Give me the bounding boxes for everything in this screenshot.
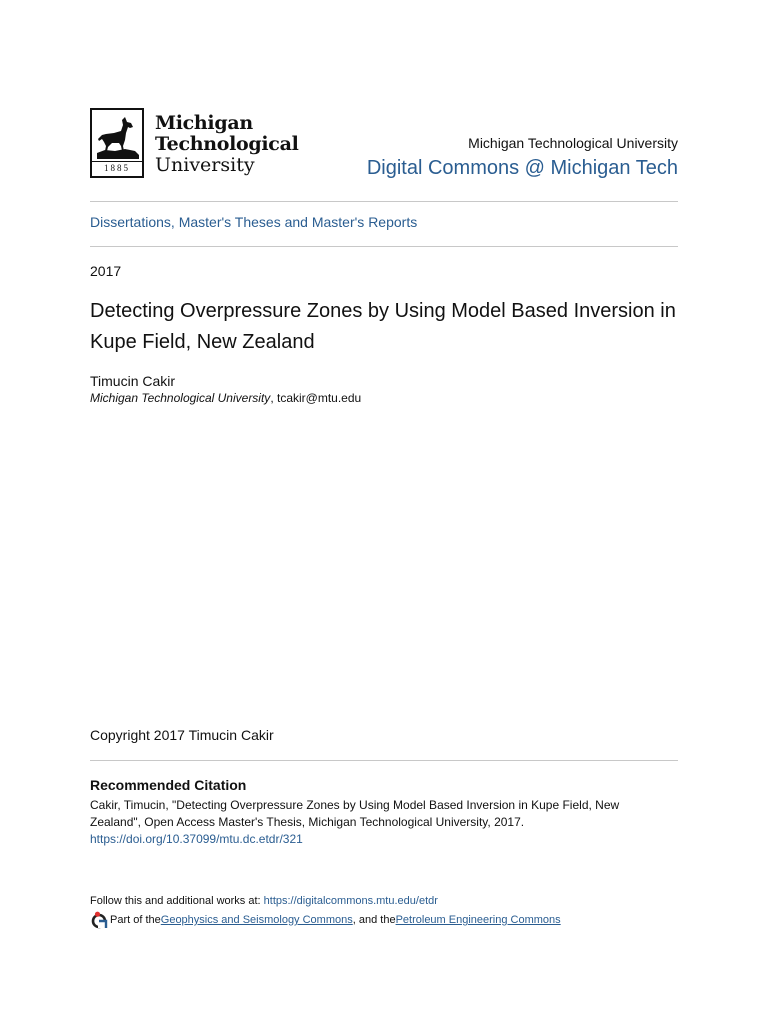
husky-icon [95,113,141,161]
author-email: , tcakir@mtu.edu [270,391,362,405]
institution-name: Michigan Technological University [468,135,678,151]
copyright-statement: Copyright 2017 Timucin Cakir [90,727,274,743]
affiliation-name: Michigan Technological University [90,391,271,405]
author-affiliation [90,391,361,405]
bepress-network-icon [90,911,108,929]
petroleum-commons-link[interactable]: Petroleum Engineering Commons [395,914,561,926]
publication-year: 2017 [90,263,122,279]
and-the-text: , and the [352,914,396,926]
part-of-label: Part of the [110,914,161,926]
logo-emblem [90,108,144,178]
part-of-line [90,911,561,929]
logo-word-michigan: Michigan [155,112,253,134]
geophysics-commons-link[interactable]: Geophysics and Seismology Commons [160,914,353,926]
collection-link[interactable]: Dissertations, Master's Theses and Master's Reports [90,214,418,230]
university-logo [90,108,300,182]
document-title: Detecting Overpressure Zones by Using Model Based Inversion in Kupe Field, New Zealand [90,300,676,353]
follow-label: Follow this and additional works at: [90,895,264,907]
divider [90,246,678,247]
doi-link[interactable]: https://doi.org/10.37099/mtu.dc.etdr/321 [90,832,303,846]
citation-text: Cakir, Timucin, "Detecting Overpressure Zones by Using Model Based Inversion in Kupe Field, New Zealand", Open Access Master's Thesis, Michigan Technological University, 2017. [90,798,620,829]
repository-link[interactable]: Digital Commons @ Michigan Tech [366,157,678,179]
recommended-citation-heading: Recommended Citation [90,777,247,793]
follow-link[interactable]: https://digitalcommons.mtu.edu/etdr [263,895,438,907]
logo-year: 1885 [92,161,142,174]
divider [90,760,678,761]
logo-word-university: University [155,154,255,176]
author-name: Timucin Cakir [90,373,176,389]
logo-word-technological: Technological [155,133,299,155]
follow-line [90,895,438,907]
divider [90,201,678,202]
